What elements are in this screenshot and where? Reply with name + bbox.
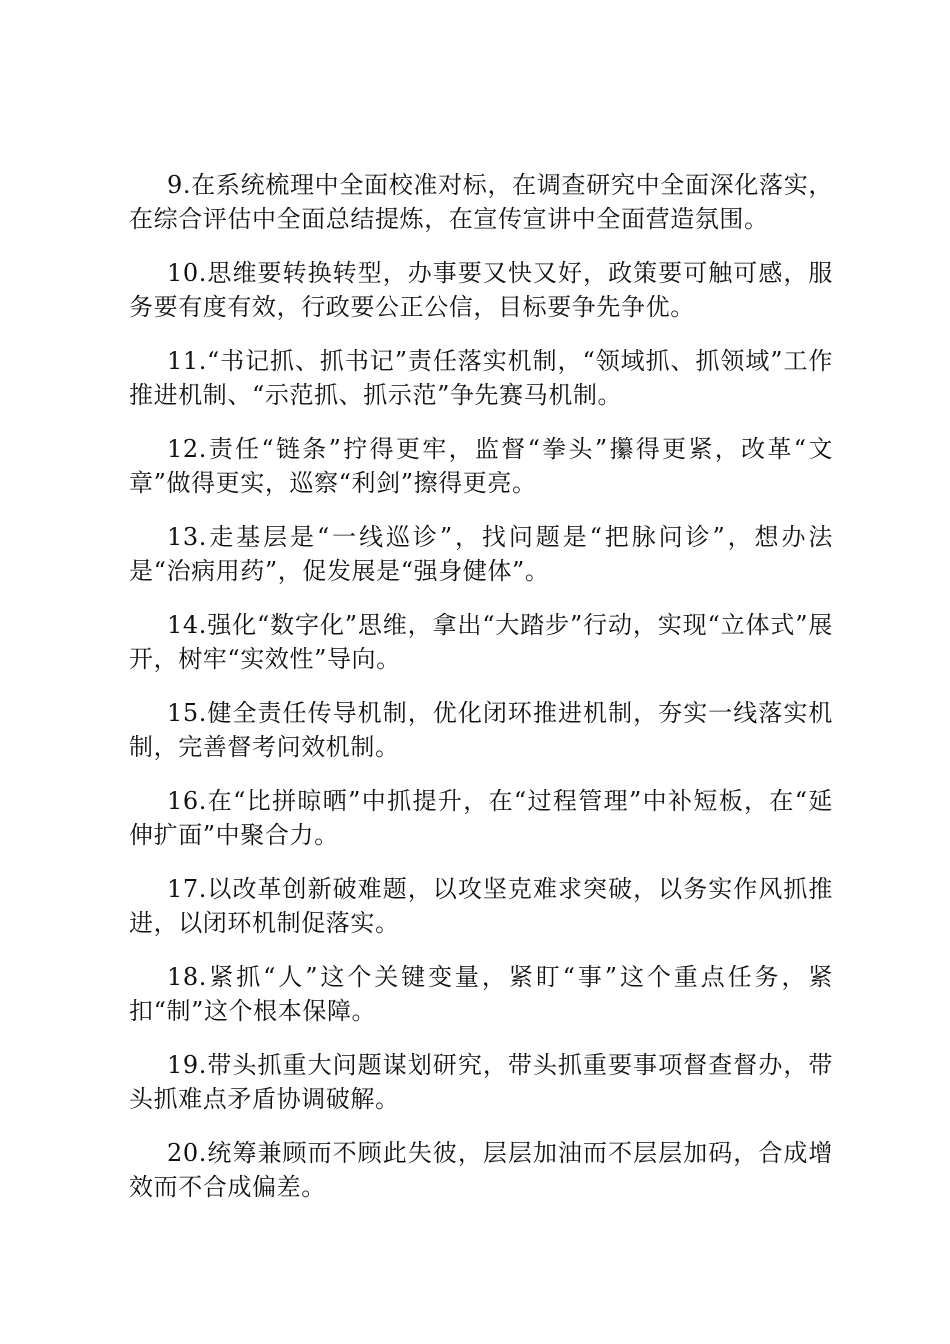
paragraph-item-15: 15.健全责任传导机制，优化闭环推进机制，夯实一线落实机制，完善督考问效机制。 xyxy=(129,699,833,761)
paragraph-item-9: 9.在系统梳理中全面校准对标，在调查研究中全面深化落实，在综合评估中全面总结提炼，在宣传宣讲中全面营造氛围。 xyxy=(129,171,833,233)
paragraph-item-12: 12.责任“链条”拧得更牢，监督“拳头”攥得更紧，改革“文章”做得更实，巡察“利剑”擦得更亮。 xyxy=(129,435,833,497)
paragraph-item-13: 13.走基层是“一线巡诊”，找问题是“把脉问诊”，想办法是“治病用药”，促发展是“强身健体”。 xyxy=(129,523,833,585)
paragraph-item-17: 17.以改革创新破难题，以攻坚克难求突破，以务实作风抓推进，以闭环机制促落实。 xyxy=(129,875,833,937)
paragraph-item-16: 16.在“比拼晾晒”中抓提升，在“过程管理”中补短板，在“延伸扩面”中聚合力。 xyxy=(129,787,833,849)
paragraph-item-20: 20.统筹兼顾而不顾此失彼，层层加油而不层层加码，合成增效而不合成偏差。 xyxy=(129,1139,833,1201)
paragraph-item-14: 14.强化“数字化”思维，拿出“大踏步”行动，实现“立体式”展开，树牢“实效性”导向。 xyxy=(129,611,833,673)
paragraph-item-19: 19.带头抓重大问题谋划研究，带头抓重要事项督查督办，带头抓难点矛盾协调破解。 xyxy=(129,1051,833,1113)
paragraph-item-11: 11.“书记抓、抓书记”责任落实机制，“领域抓、抓领域”工作推进机制、“示范抓、抓示范”争先赛马机制。 xyxy=(129,347,833,409)
paragraph-item-18: 18.紧抓“人”这个关键变量，紧盯“事”这个重点任务，紧扣“制”这个根本保障。 xyxy=(129,963,833,1025)
paragraph-item-10: 10.思维要转换转型，办事要又快又好，政策要可触可感，服务要有度有效，行政要公正公信，目标要争先争优。 xyxy=(129,259,833,321)
document-body xyxy=(129,168,833,1224)
